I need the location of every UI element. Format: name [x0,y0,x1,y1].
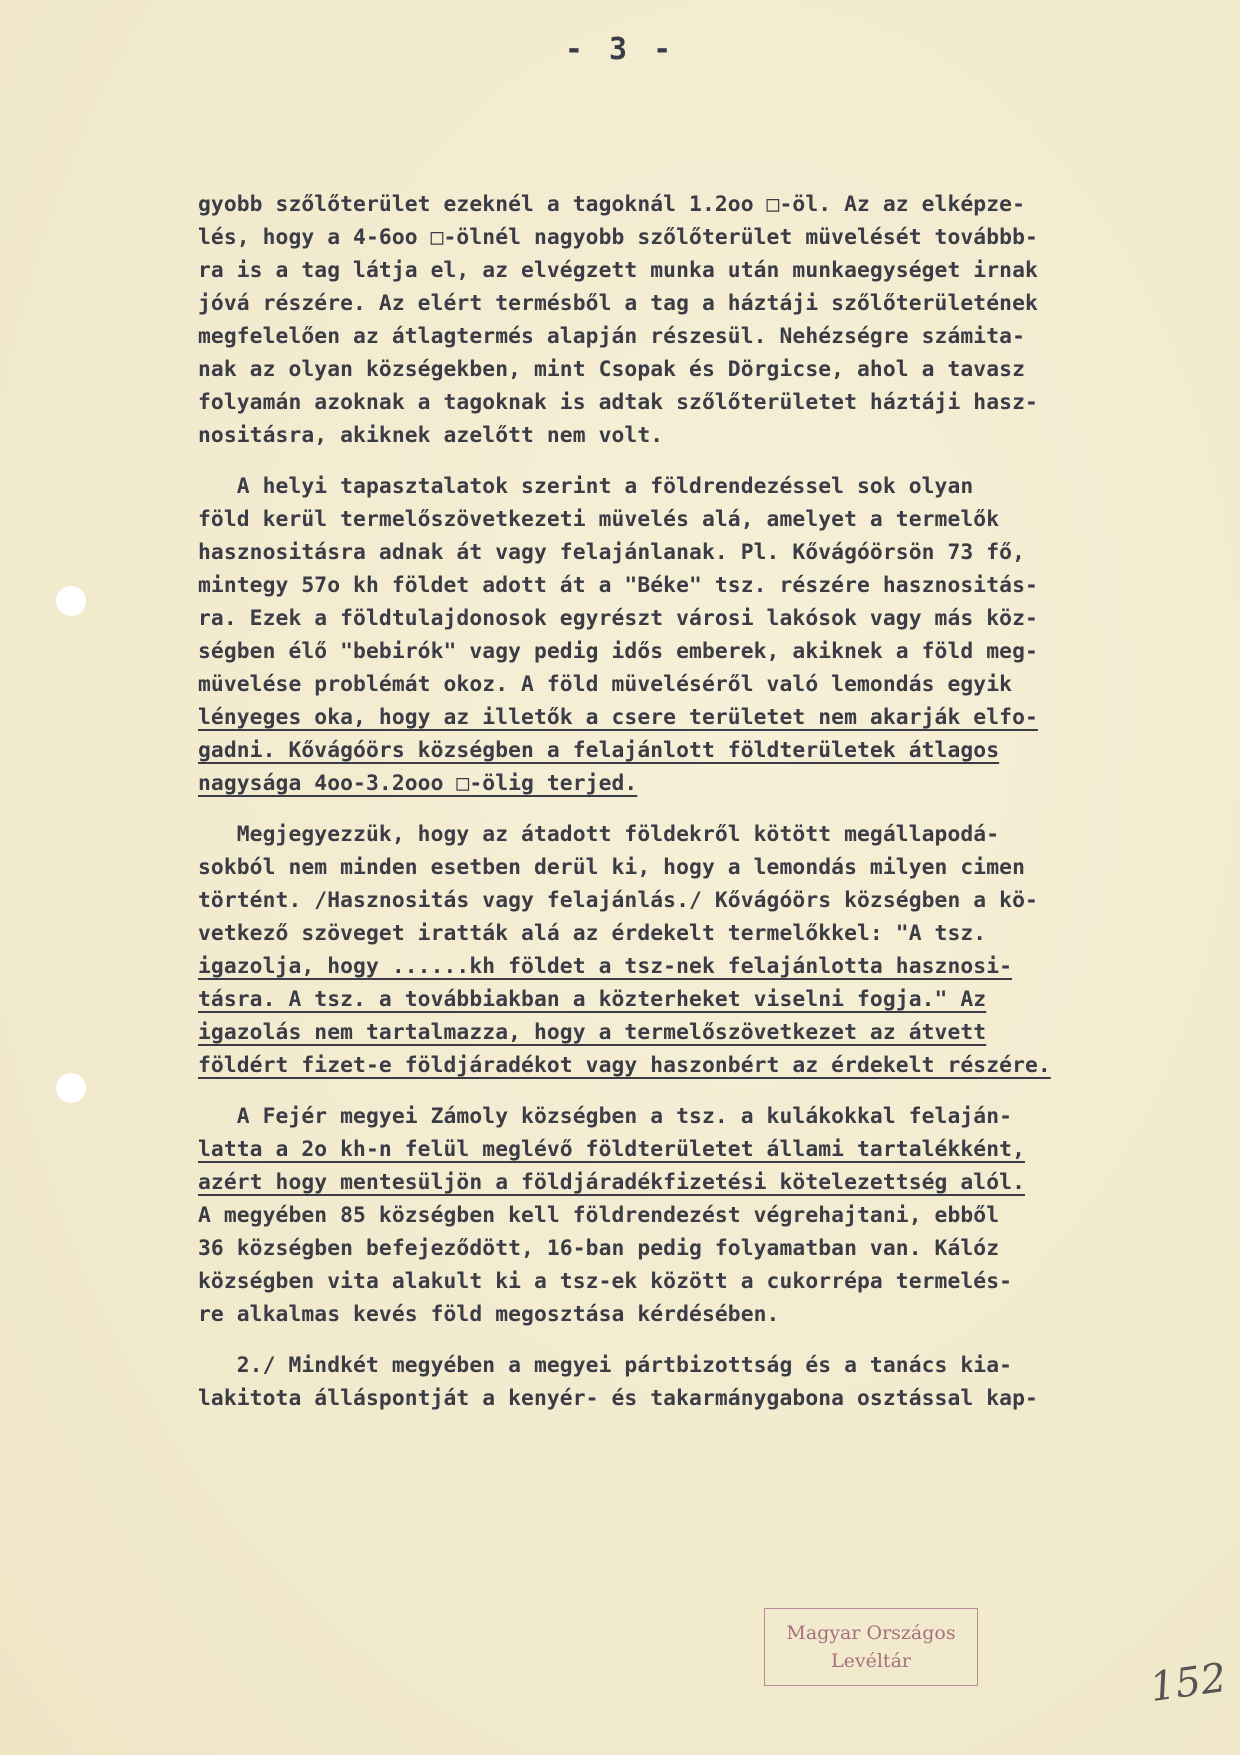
text-line: ra is a tag látja el, az elvégzett munka után munkaegységet irnak [198,258,1038,283]
underlined-text-line: földért fizet-e földjáradékot vagy haszonbért az érdekelt részére. [198,1053,1051,1078]
text-line: nositásra, akiknek azelőtt nem volt. [198,423,664,448]
text-line: A megyében 85 községben kell földrendezést végrehajtani, ebből [198,1203,1000,1228]
punch-hole-top [56,586,86,616]
text-line: hasznositásra adnak át vagy felajánlanak. Pl. Kővágóörsön 73 fő, [198,540,1025,565]
text-line: községben vita alakult ki a tsz-ek között a cukorrépa termelés- [198,1269,1013,1294]
underlined-text-line: tásra. A tsz. a továbbiakban a közterheket viselni fogja." Az [198,987,987,1012]
underlined-text-line: igazolja, hogy ......kh földet a tsz-nek felajánlotta hasznosi- [198,954,1013,979]
text-line: vetkező szöveget iratták alá az érdekelt termelőkkel: "A tsz. [198,921,987,946]
text-line: müvelése problémát okoz. A föld müveléséről való lemondás egyik [198,672,1013,697]
text-line: folyamán azoknak a tagoknak is adtak szőlőterületet háztáji hasz- [198,390,1038,415]
underlined-text-line: latta a 2o kh-n felül meglévő földterületet állami tartalékként, [198,1137,1025,1162]
text-line: megfelelően az átlagtermés alapján részesül. Nehézségre számita- [198,324,1025,349]
text-line: 36 községben befejeződött, 16-ban pedig folyamatban van. Kálóz [198,1236,1000,1261]
text-line: nak az olyan községekben, mint Csopak és Dörgicse, ahol a tavasz [198,357,1025,382]
document-body [198,188,1198,1415]
text-line: 2./ Mindkét megyében a megyei pártbizottság és a tanács kia- [198,1353,1013,1378]
page-number: - 3 - [564,32,676,67]
text-line: Megjegyezzük, hogy az átadott földekről kötött megállapodá- [198,822,1000,847]
underlined-text-line: azért hogy mentesüljön a földjáradékfizetési kötelezettség alól. [198,1170,1025,1195]
paragraph-5 [198,1349,1198,1415]
underlined-text-line: igazolás nem tartalmazza, hogy a termelőszövetkezet az átvett [198,1020,987,1045]
text-line: ra. Ezek a földtulajdonosok egyrészt városi lakósok vagy más köz- [198,606,1038,631]
stamp-line: Magyar Országos [786,1622,956,1644]
text-line: re alkalmas kevés föld megosztása kérdésében. [198,1302,780,1327]
text-line: jóvá részére. Az elért termésből a tag a háztáji szőlőterületének [198,291,1038,316]
underlined-text-line: nagysága 4oo-3.2ooo □-ölig terjed. [198,771,638,796]
stamp-line: Levéltár [831,1650,911,1672]
punch-hole-bottom [56,1073,86,1103]
text-line: ségben élő "bebirók" vagy pedig idős emberek, akiknek a föld meg- [198,639,1038,664]
paragraph-3 [198,818,1198,1082]
underlined-text-line: gadni. Kővágóörs községben a felajánlott földterületek átlagos [198,738,1000,763]
handwritten-folio-number: 152 [1147,1654,1230,1712]
underlined-text-line: lényeges oka, hogy az illetők a csere területet nem akarják elfo- [198,705,1038,730]
archive-stamp [764,1608,978,1686]
text-line: történt. /Hasznositás vagy felajánlás./ Kővágóörs községben a kö- [198,888,1038,913]
paragraph-1 [198,188,1198,452]
text-line: föld kerül termelőszövetkezeti müvelés alá, amelyet a termelők [198,507,1000,532]
text-line: lés, hogy a 4-6oo □-ölnél nagyobb szőlőterület müvelését továbbb- [198,225,1038,250]
text-line: sokból nem minden esetben derül ki, hogy a lemondás milyen cimen [198,855,1025,880]
paragraph-2 [198,470,1198,800]
text-line: A helyi tapasztalatok szerint a földrendezéssel sok olyan [198,474,974,499]
text-line: mintegy 57o kh földet adott át a "Béke" tsz. részére hasznositás- [198,573,1038,598]
text-line: lakitota álláspontját a kenyér- és takarmánygabona osztással kap- [198,1386,1038,1411]
text-line: gyobb szőlőterület ezeknél a tagoknál 1.2oo □-öl. Az az elképze- [198,192,1025,217]
text-line: A Fejér megyei Zámoly községben a tsz. a kulákokkal felaján- [198,1104,1013,1129]
paragraph-4 [198,1100,1198,1331]
